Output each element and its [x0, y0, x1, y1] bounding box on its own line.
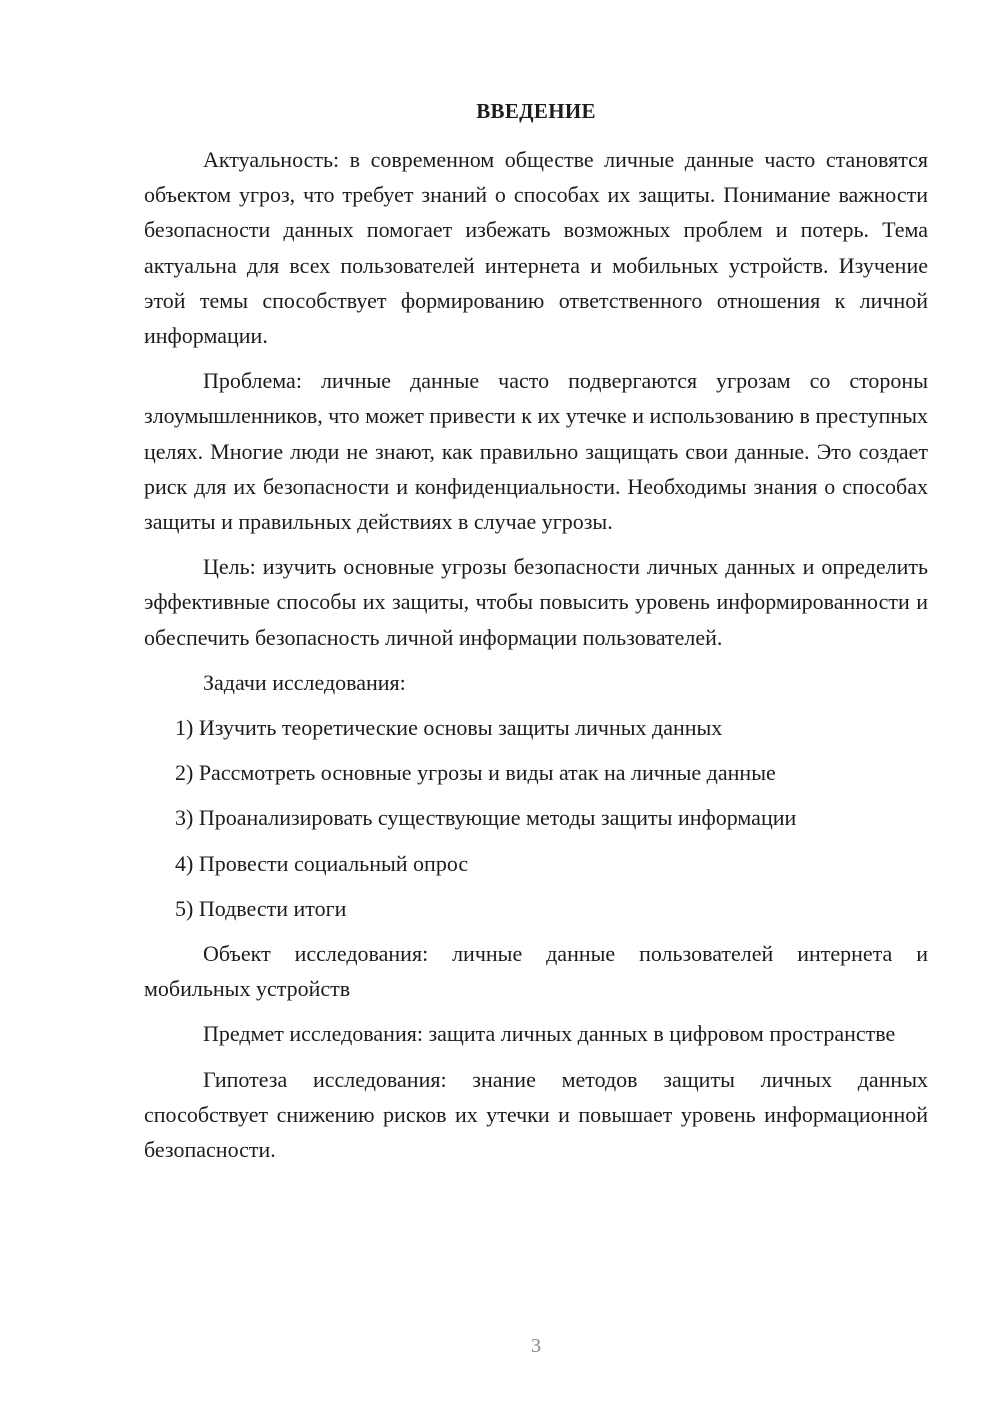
object-paragraph: Объект исследования: личные данные пользователей интернета и мобильных устройств	[144, 941, 928, 1002]
list-item: 5) Подвести итоги	[175, 895, 347, 921]
problem-paragraph: Проблема: личные данные часто подвергаются угрозам со стороны злоумышленников, что может привести к их утечке и использованию в преступных целях. Многие люди не знают, как правильно защищать свои данные. Это создает риск для их безопасности и конфиденциальности. Необходимы знания о способах защиты и правильных действиях в случае угрозы.	[144, 368, 928, 535]
tasks-list	[144, 710, 928, 926]
list-item: 4) Провести социальный опрос	[175, 850, 469, 876]
list-item: 3) Проанализировать существующие методы защиты информации	[175, 805, 797, 831]
page-number: 3	[531, 1335, 541, 1357]
list-item: 1) Изучить теоретические основы защиты личных данных	[175, 715, 723, 741]
tasks-intro: Задачи исследования:	[203, 669, 406, 695]
hypothesis-paragraph: Гипотеза исследования: знание методов защиты личных данных способствует снижению рисков их утечки и повышает уровень информационной безопасности.	[144, 1066, 928, 1163]
body-text	[144, 142, 928, 1177]
page-title: ВВЕДЕНИЕ	[476, 99, 596, 123]
goal-paragraph: Цель: изучить основные угрозы безопасности личных данных и определить эффективные способы их защиты, чтобы повысить уровень информированности и обеспечить безопасность личной информации пользователей.	[144, 554, 928, 650]
relevance-paragraph: Актуальность: в современном обществе личные данные часто становятся объектом угроз, что требует знаний о способах их защиты. Понимание важности безопасности данных помогает избежать возможных проблем и потерь. Тема актуальна для всех пользователей интернета и мобильных устройств. Изучение этой темы способствует формированию ответственного отношения к личной информации.	[144, 147, 928, 349]
subject-paragraph: Предмет исследования: защита личных данных в цифровом пространстве	[203, 1021, 896, 1047]
list-item: 2) Рассмотреть основные угрозы и виды атак на личные данные	[175, 760, 776, 786]
